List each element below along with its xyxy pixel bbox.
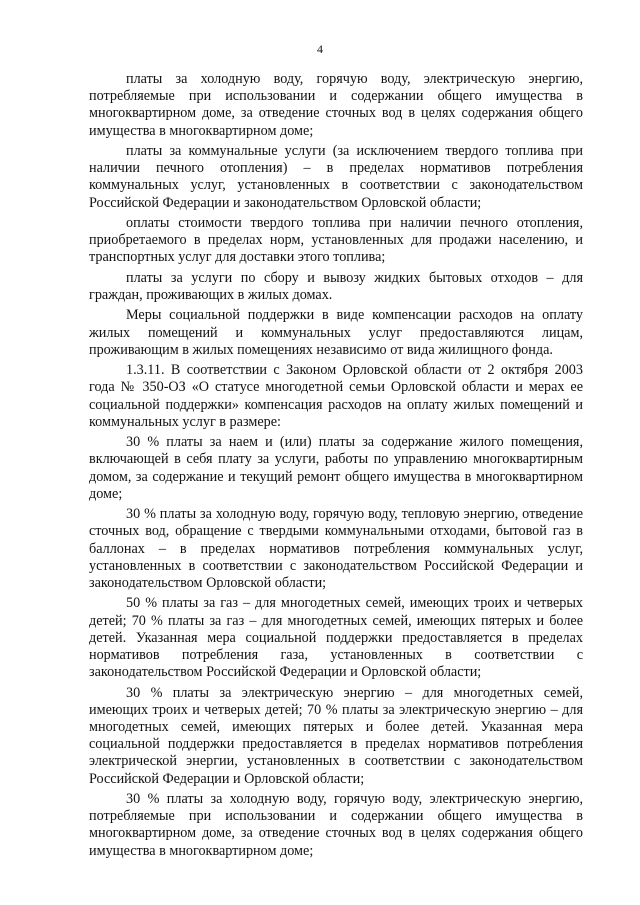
paragraph-support-measures: Меры социальной поддержки в виде компенсации расходов на оплату жилых помещений и коммунальных услуг предоставляются лицам, проживающим в жилых помещениях независимо от вида жилищного фонда.: [89, 307, 583, 358]
paragraph-section-1-3-11: 1.3.11. В соответствии с Законом Орловской области от 2 октября 2003 года № 350-ОЗ «О статусе многодетной семьи Орловской области и мерах ее социальной поддержки» компенсация расходов на оплату жилых помещений и коммунальных услуг в размере:: [89, 362, 583, 430]
paragraph-common-property-utilities: 30 % платы за холодную воду, горячую воду, электрическую энергию, потребляемые при использовании и содержании общего имущества в многоквартирном доме, за отведение сточных вод в целях содержания общего имущества в многоквартирном доме;: [89, 791, 583, 859]
paragraph-liquid-waste: платы за услуги по сбору и вывозу жидких бытовых отходов – для граждан, проживающих в жилых домах.: [89, 269, 583, 303]
paragraph-water-heat-waste: 30 % платы за холодную воду, горячую воду, тепловую энергию, отведение сточных вод, обращение с твердыми коммунальными отходами, бытовой газ в баллонах – в пределах нормативов потребления коммунальных услуг, установленных в соответствии с законодательством Российской Федерации и законодательством Орловской области;: [89, 506, 583, 591]
paragraph-utility-services: платы за коммунальные услуги (за исключением твердого топлива при наличии печного отопления) – в пределах нормативов потребления коммунальных услуг, установленных в соответствии с законодательством Российской Федерации и законодательством Орловской области;: [89, 143, 583, 211]
paragraph-electricity: 30 % платы за электрическую энергию – для многодетных семей, имеющих троих и четверых детей; 70 % платы за электрическую энергию – для многодетных семей, имеющих пятерых и более детей. Указанная мера социальной поддержки предоставляется в пределах нормативов потребления электрической энергии, установленных в соответствии с законодательством Российской Федерации и Орловской области;: [89, 684, 583, 787]
paragraph-cold-water-common-property: платы за холодную воду, горячую воду, электрическую энергию, потребляемые при использовании и содержании общего имущества в многоквартирном доме, за отведение сточных вод в целях содержания общего имущества в многоквартирном доме;: [89, 71, 583, 139]
paragraph-gas: 50 % платы за газ – для многодетных семей, имеющих троих и четверых детей; 70 % платы за газ – для многодетных семей, имеющих пятерых и более детей. Указанная мера социальной поддержки предоставляется в пределах нормативов потребления газа, установленных в соответствии с законодательством Российской Федерации и Орловской области;: [89, 595, 583, 681]
page-number: 4: [317, 42, 323, 56]
paragraph-rent-maintenance: 30 % платы за наем и (или) платы за содержание жилого помещения, включающей в себя плату за услуги, работы по управлению многоквартирным домом, за содержание и текущий ремонт общего имущества в многоквартирном доме;: [89, 434, 583, 502]
paragraph-solid-fuel: оплаты стоимости твердого топлива при наличии печного отопления, приобретаемого в пределах норм, установленных для продажи населению, и транспортных услуг для доставки этого топлива;: [89, 215, 583, 266]
document-body: [89, 71, 583, 860]
